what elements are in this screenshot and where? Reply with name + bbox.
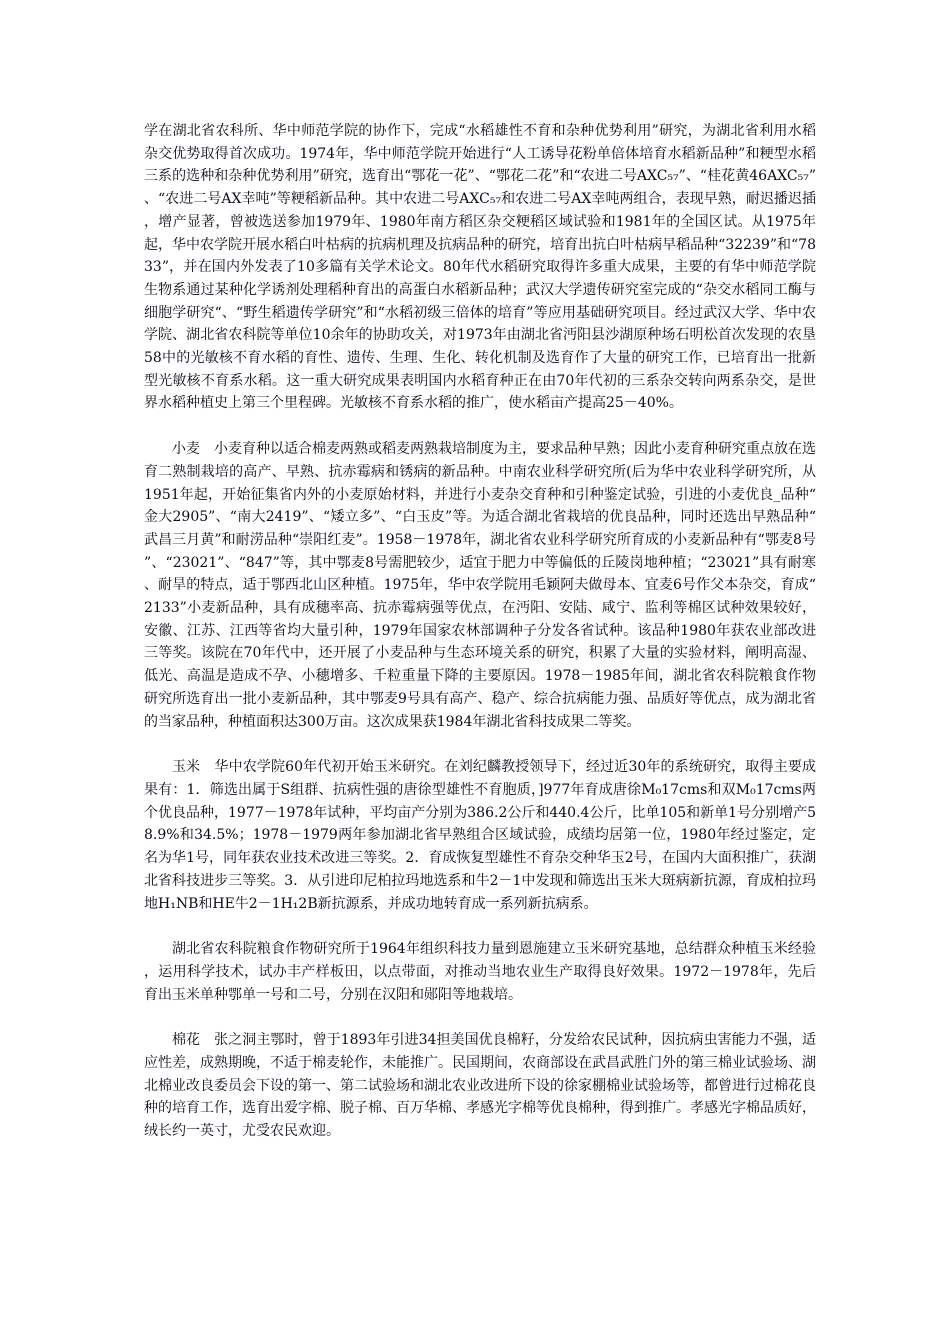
paragraph-wheat: 小麦 小麦育种以适合棉麦两熟或稻麦两熟栽培制度为主，要求品种早熟；因此小麦育种研究重点放在选育二熟制栽培的高产、早熟、抗赤霉病和锈病的新品种。中南农业科学研究所(后为华中农业科学研究所，从1951年起，开始征集省内外的小麦原始材料，并进行小麦杂交育种和引种鉴定试验，引进的小麦优良_品种“金大2905”、“南大2419”、“矮立多”、“白玉皮”等。为适合湖北省栽培的优良品种，同时还选出早熟品种“武昌三月黄”和耐涝品种“崇阳红麦”。1958－1978年，湖北省农业科学研究所育成的小麦新品种有“鄂麦8号”、“23021”、“847”等，其中鄂麦8号需肥较少，适宜于肥力中等偏低的丘陵岗地种植；“23021”具有耐寒、耐旱的特点，适于鄂西北山区种植。1975年，华中农学院用毛颖阿夫做母本、宜麦6号作父本杂交，育成“2133”小麦新品种，具有成穗率高、抗赤霉病强等优点，在沔阳、安陆、咸宁、监利等棉区试种效果较好，安徽、江苏、江西等省均大量引种，1979年国家农林部调种子分发各省试种。该品种1980年获农业部改进三等奖。该院在70年代中，还开展了小麦品种与生态环境关系的研究，积累了大量的实验材料，阐明高湿、低光、高温是造成不孕、小穗增多、千粒重量下降的主要原因。1978－1985年间，湖北省农科院粮食作物研究所选育出一批小麦新品种，其中鄂麦9号具有高产、稳产、综合抗病能力强、品质好等优点，成为湖北省的当家品种，种植面积达300万亩。这次成果获1984年湖北省科技成果二等奖。	[144, 441, 816, 730]
paragraph-cotton: 棉花 张之洞主鄂时，曾于1893年引进34担美国优良棉籽，分发给农民试种，因抗病虫害能力不强，适应性差，成熟期晚，不适于棉麦轮作，未能推广。民国期间，农商部设在武昌武胜门外的第三棉业试验场、湖北棉业改良委员会下设的第一、第二试验场和湖北农业改进所下设的徐家棚棉业试验场等，都曾进行过棉花良种的培育工作，选育出爱字棉、脱子棉、百万华棉、孝感光字棉等优良棉种，得到推广。孝感光字棉品质好，绒长约一英寸，尤受农民欢迎。	[144, 1032, 816, 1140]
paragraph-rice: 学在湖北省农科所、华中师范学院的协作下，完成“水稻雄性不育和杂种优势利用”研究，为湖北省利用水稻杂交优势取得首次成功。1974年，华中师范学院开始进行“人工诱导花粉单倍体培育水稻新品种”和粳型水稻三系的选种和杂种优势利用”研究，选育出“鄂花一花”、“鄂花二花”和“农进二号AXC₅₇”、“桂花黄46AXC₅₇”、“农进二号AX幸吨”等粳稻新品种。其中农进二号AXC₅₇和农进二号AX幸吨两组合，表现早熟，耐迟播迟插，增产显著，曾被选送参加1979年、1980年南方稻区杂交粳稻区域试验和1981年的全国区试。从1975年起，华中农学院开展水稻白叶枯病的抗病机理及抗病品种的研究，培育出抗白叶枯病早稻品种“32239”和“7833”，并在国内外发表了10多篇有关学术论文。80年代水稻研究取得许多重大成果，主要的有华中师范学院生物系通过某种化学诱剂处理稻种育出的高蛋白水稻新品种；武汉大学遗传研究室完成的“杂交水稻同工酶与细胞学研究“、“野生稻遗传学研究”和“水稻初级三倍体的培育”等应用基础研究项目。经过武汉大学、华中农学院、湖北省农科院等单位10余年的协助攻关，对1973年由湖北省沔阳县沙湖原种场石明松首次发现的农垦58中的光敏核不育水稻的育性、遗传、生理、生化、转化机制及选育作了大量的研究工作，已培育出一批新型光敏核不育系水稻。这一重大研究成果表明国内水稻育种正在由70年代初的三系杂交转向两系杂交，是世界水稻种植史上第三个里程碑。光敏核不育系水稻的推广，使水稻亩产提高25－40%。	[144, 123, 816, 412]
document-body	[144, 120, 816, 1166]
paragraph-corn-enshi: 湖北省农科院粮食作物研究所于1964年组织科技力量到恩施建立玉米研究基地，总结群众种植玉米经验，运用科学技术，试办丰产样板田，以点带面，对推动当地农业生产取得良好效果。1972－1978年，先后育出玉米单种鄂单一号和二号，分别在汉阳和郧阳等地栽培。	[144, 941, 816, 1003]
paragraph-corn: 玉米 华中农学院60年代初开始玉米研究。在刘纪麟教授领导下，经过近30年的系统研究，取得主要成果有：1．筛选出属于S组群、抗病性强的唐徐型雄性不育胞质，]977年育成唐徐M₀17cms和双M₀17cms两个优良品种，1977－1978年试种，平均亩产分别为386.2公斤和440.4公斤，比单105和新单1号分别增产58.9%和34.5%；1978－1979两年参加湖北省早熟组合区域试验，成绩均居第一位，1980年经过鉴定，定名为华1号，同年获农业技术改进三等奖。2．育成恢复型雄性不育杂交种华玉2号，在国内大面积推广，获湖北省科技进步三等奖。3．从引进印尼柏拉玛地选系和牛2－1中发现和筛选出玉米大斑病新抗源，育成柏拉玛地H₁NB和HE牛2－1H₁2B新抗源系，并成功地转育成一系列新抗病系。	[144, 759, 816, 912]
